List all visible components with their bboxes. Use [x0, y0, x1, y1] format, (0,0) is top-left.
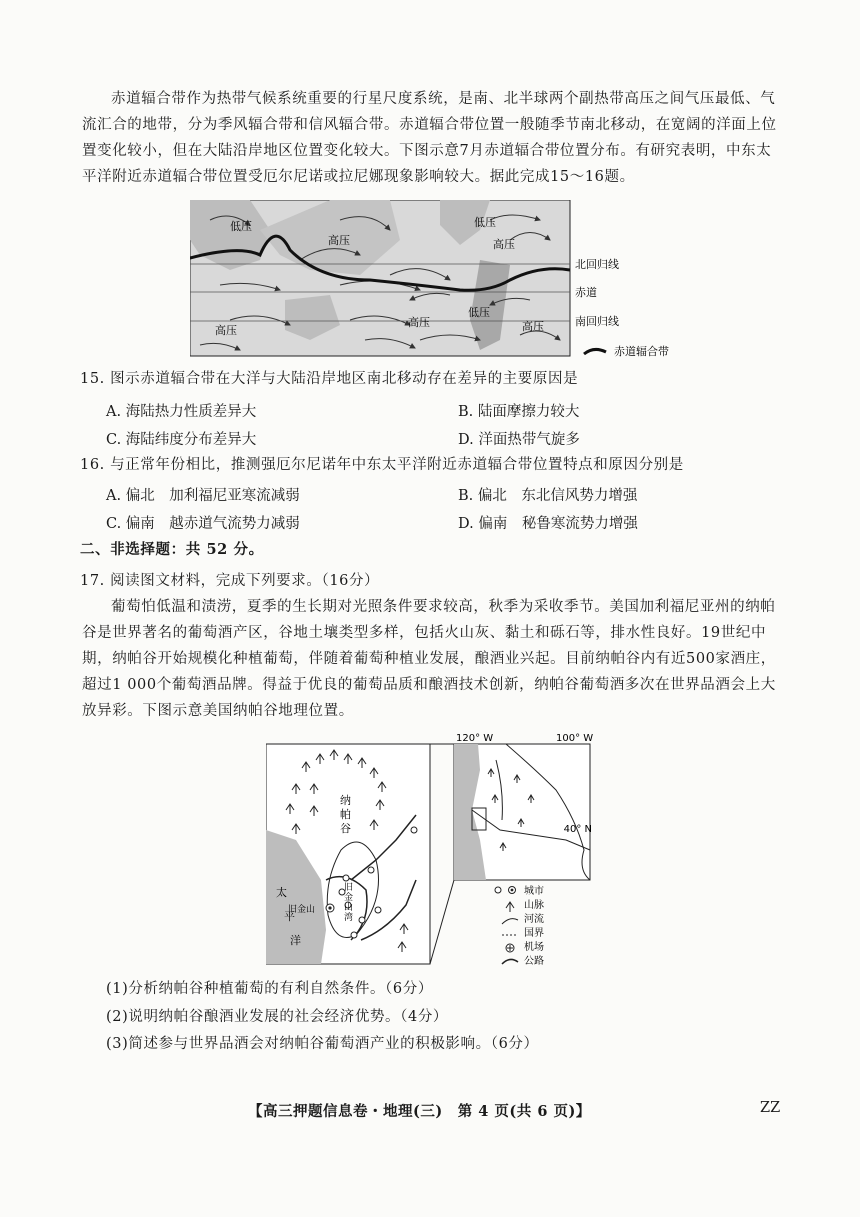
q17-sub1: (1)分析纳帕谷种植葡萄的有利自然条件。（6分）: [106, 981, 433, 997]
napa-valley-label-3: 谷: [340, 822, 351, 835]
section-heading: 二、非选择题：共 52 分。: [80, 541, 264, 558]
high-pressure-label: 高压: [493, 238, 515, 251]
q17-stem: 17. 阅读图文材料，完成下列要求。（16分）: [80, 573, 380, 589]
bay-label-3: 山: [344, 903, 354, 913]
q15-stem: 15. 图示赤道辐合带在大洋与大陆沿岸地区南北移动存在差异的主要原因是: [80, 371, 579, 387]
low-pressure-label: 低压: [230, 220, 252, 233]
longitude-100w-label: 100° W: [556, 733, 594, 744]
page-footer: 【高三押题信息卷・地理(三) 第 4 页(共 6 页)】: [248, 1103, 591, 1120]
high-pressure-label: 高压: [522, 320, 544, 333]
legend-mountain: 山脉: [524, 900, 544, 911]
q17-sub2: (2)说明纳帕谷酿酒业发展的社会经济优势。（4分）: [106, 1009, 449, 1025]
legend-city: 城市: [524, 886, 544, 897]
bay-label-4: 湾: [344, 913, 354, 923]
equator-label: 赤道: [575, 286, 597, 299]
san-francisco-label: 旧金山: [288, 905, 316, 915]
high-pressure-label: 高压: [328, 234, 350, 247]
q16-option-a[interactable]: A. 偏北 加利福尼亚寒流减弱: [106, 488, 300, 504]
intro-paragraph: 赤道辐合带作为热带气候系统重要的行星尺度系统，是南、北半球两个副热带高压之间气压最低、气流汇合的地带，分为季风辐合带和信风辐合带。赤道辐合带位置一般随季节南北移动，在宽阔的洋面上位置变化较小，但在大陆沿岸地区位置变化较大。下图示意7月赤道辐合带位置分布。有研究表明，中东太平洋附近赤道辐合带位置受厄尔尼诺或拉尼娜现象影响较大。据此完成15～16题。: [82, 91, 777, 185]
ocean-label-1: 太: [276, 886, 287, 899]
q17-material: 葡萄怕低温和渍涝，夏季的生长期对光照条件要求较高，秋季为采收季节。美国加利福尼亚州的纳帕谷是世界著名的葡萄酒产区，谷地土壤类型多样，包括火山灰、黏土和砾石等，排水性良好。19世纪中期，纳帕谷开始规模化种植葡萄，伴随着葡萄种植业发展，酿酒业兴起。目前纳帕谷内有近500家酒庄，超过1 000个葡萄酒品牌。得益于优良的葡萄品质和酿酒技术创新，纳帕谷葡萄酒多次在世界品酒会上大放异彩。下图示意美国纳帕谷地理位置。: [82, 599, 776, 719]
bay-label-1: 旧: [344, 883, 354, 893]
q16-option-b[interactable]: B. 偏北 东北信风势力增强: [458, 488, 638, 504]
legend-airport: 机场: [524, 942, 544, 953]
napa-valley-label-2: 帕: [340, 808, 351, 821]
q16-option-d[interactable]: D. 偏南 秘鲁寒流势力增强: [458, 516, 638, 532]
tropic-cancer-label: 北回归线: [575, 258, 619, 271]
q16-stem: 16. 与正常年份相比，推测强厄尔尼诺年中东太平洋附近赤道辐合带位置特点和原因分别是: [80, 457, 684, 473]
q15-option-d[interactable]: D. 洋面热带气旋多: [458, 432, 580, 448]
ocean-label-3: 洋: [290, 934, 301, 947]
legend-river: 河流: [524, 914, 544, 925]
napa-valley-label-1: 纳: [340, 794, 351, 807]
longitude-120w-label: 120° W: [456, 733, 494, 744]
q15-option-c[interactable]: C. 海陆纬度分布差异大: [106, 432, 257, 448]
high-pressure-label: 高压: [408, 316, 430, 329]
latitude-40n-label: 40° N: [563, 824, 592, 835]
q15-option-a[interactable]: A. 海陆热力性质差异大: [106, 404, 257, 420]
legend-highway: 公路: [524, 956, 544, 967]
legend-border: 国界: [524, 928, 544, 939]
tropic-capricorn-label: 南回归线: [575, 315, 619, 328]
bay-label-2: 金: [344, 893, 354, 903]
itcz-legend-label: 赤道辐合带: [614, 345, 669, 358]
high-pressure-label: 高压: [215, 324, 237, 337]
q15-option-b[interactable]: B. 陆面摩擦力较大: [458, 404, 580, 420]
q16-option-c[interactable]: C. 偏南 越赤道气流势力减弱: [106, 516, 300, 532]
map-legend: [495, 884, 544, 967]
low-pressure-label: 低压: [468, 306, 490, 319]
q17-sub3: (3)简述参与世界品酒会对纳帕谷葡萄酒产业的积极影响。（6分）: [106, 1036, 539, 1052]
page-code: ZZ: [760, 1100, 781, 1116]
napa-valley-map: [266, 730, 596, 975]
ocean-label-2: 平: [284, 910, 295, 923]
low-pressure-label: 低压: [474, 216, 496, 229]
itcz-map: [190, 200, 690, 365]
